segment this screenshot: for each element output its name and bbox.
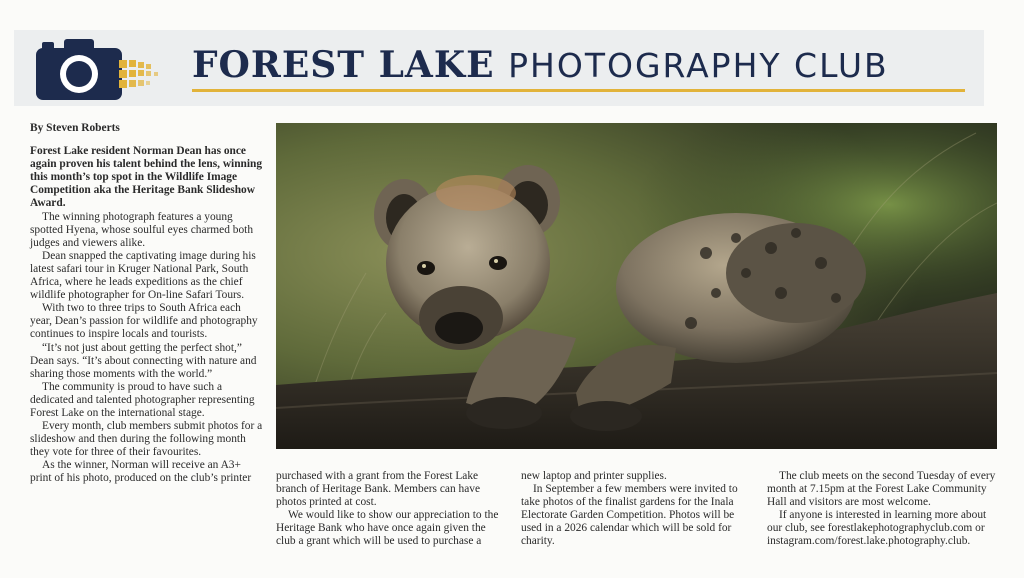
- masthead-banner: [14, 30, 984, 106]
- camera-icon: [34, 36, 164, 102]
- paragraph: With two to three trips to South Africa each year, Dean’s passion for wildlife and photography continues to inspire locals and tourists.: [30, 302, 258, 341]
- paragraph: We would like to show our appreciation to the Heritage Bank who have once again given the club a grant which will be used to purchase a: [276, 509, 499, 548]
- paragraph: purchased with a grant from the Forest Lake branch of Heritage Bank. Members can have photos printed at cost.: [276, 470, 480, 509]
- title-underline: [192, 89, 965, 92]
- byline: By Steven Roberts: [30, 122, 120, 134]
- article-column-2: [276, 470, 508, 549]
- paragraph: The winning photograph features a young spotted Hyena, whose soulful eyes charmed both judges and viewers alike.: [30, 210, 254, 249]
- paragraph: Dean snapped the captivating image during his latest safari tour in Kruger National Park, South Africa, where he leads expeditions as the chief wildlife photographer for On-line Safari Tours.: [30, 249, 256, 302]
- paragraph: “It’s not just about getting the perfect shot,” Dean says. “It’s about connecting with nature and sharing those moments with the world.”: [30, 341, 257, 380]
- paragraph: new laptop and printer supplies.: [521, 470, 667, 482]
- paragraph: If anyone is interested in learning more about our club, see forestlakephotographyclub.com or instagram.com/forest.lake.photography.club.: [767, 509, 987, 548]
- masthead-title-part2: PHOTOGRAPHY CLUB: [508, 46, 889, 85]
- article-column-1: [30, 122, 265, 486]
- article-column-4: [767, 470, 999, 549]
- lead-paragraph: Forest Lake resident Norman Dean has once again proven his talent behind the lens, winning this month’s top spot in the Wildlife Image Competition aka the Heritage Bank Slideshow Award.: [30, 145, 263, 210]
- paragraph: In September a few members were invited to take photos of the finalist gardens for the Inala Electorate Garden Competition. Photos will be used in a 2026 calendar which will be sold for charity.: [521, 483, 738, 548]
- hyena-photo: [276, 123, 997, 449]
- article-column-3: [521, 470, 747, 549]
- masthead-title-part1: FOREST LAKE: [192, 44, 495, 86]
- paragraph: The club meets on the second Tuesday of every month at 7.15pm at the Forest Lake Community Hall and visitors are most welcome.: [767, 470, 996, 509]
- paragraph: The community is proud to have such a dedicated and talented photographer representing Forest Lake on the international stage.: [30, 380, 255, 419]
- paragraph: Every month, club members submit photos for a slideshow and then during the following month they vote for three of their favourites.: [30, 420, 263, 459]
- hyena-illustration: [276, 123, 997, 449]
- paragraph: As the winner, Norman will receive an A3+ print of his photo, produced on the club’s printer: [30, 459, 252, 485]
- masthead-title: [192, 44, 889, 86]
